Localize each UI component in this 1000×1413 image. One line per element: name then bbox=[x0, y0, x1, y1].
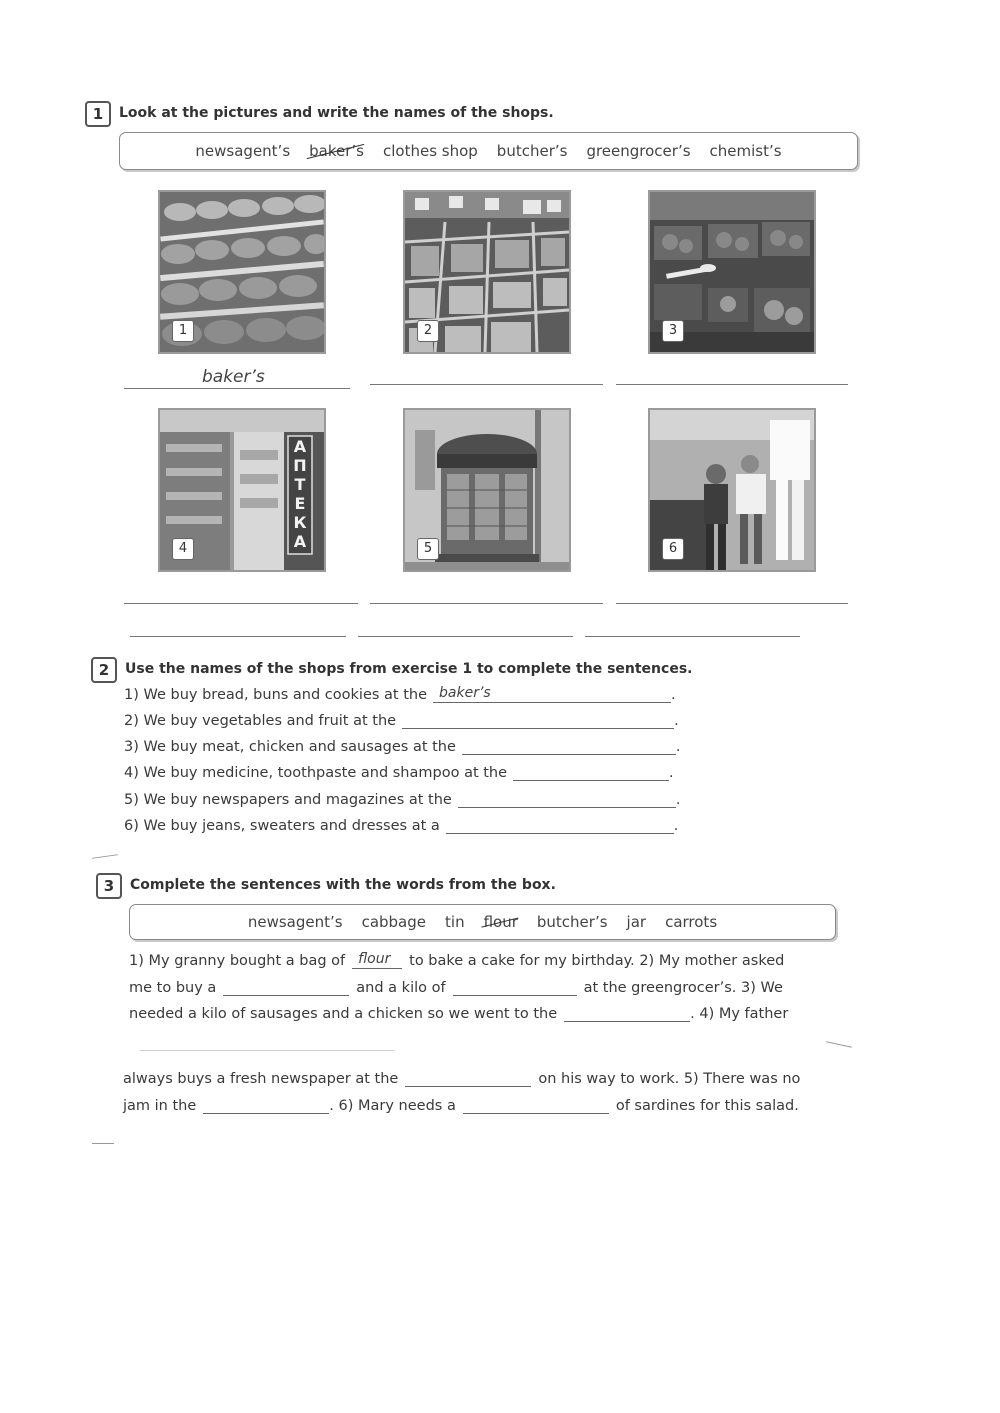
exercise-3-blank-3[interactable] bbox=[453, 979, 577, 996]
exercise-3-line-4: always buys a fresh newspaper at the on his way to work. 5) There was no bbox=[123, 1071, 801, 1087]
picture-3-butcher bbox=[648, 190, 816, 354]
picture-1-number: 1 bbox=[172, 320, 194, 342]
exercise-1-word-box bbox=[119, 132, 858, 170]
exercise-2-sentence-4: 4) We buy medicine, toothpaste and shampoo at the . bbox=[124, 765, 674, 781]
exercise-3-word-4: flour bbox=[483, 913, 518, 931]
exercise-2-instruction: Use the names of the shops from exercise 1 to complete the sentences. bbox=[125, 661, 693, 677]
picture-6-clothes-shop bbox=[648, 408, 816, 572]
exercise-1-word-5: greengrocer’s bbox=[586, 142, 691, 160]
picture-4-number: 4 bbox=[172, 538, 194, 560]
exercise-1-word-6: chemist’s bbox=[709, 142, 782, 160]
exercise-3-blank-5[interactable] bbox=[405, 1070, 531, 1087]
answer-line-3[interactable] bbox=[616, 384, 848, 385]
exercise-3-line-5: jam in the . 6) Mary needs a of sardines for this salad. bbox=[123, 1098, 799, 1114]
answer-line-6[interactable] bbox=[616, 603, 848, 604]
exercise-3-line-3: needed a kilo of sausages and a chicken so we went to the . 4) My father bbox=[129, 1006, 789, 1022]
answer-line-2[interactable] bbox=[370, 384, 603, 385]
exercise-2-blank-5[interactable] bbox=[458, 791, 676, 808]
exercise-2-sentence-1: 1) We buy bread, buns and cookies at the baker’s . bbox=[124, 685, 676, 703]
picture-4-chemist bbox=[158, 408, 326, 572]
exercise-2-blank-2[interactable] bbox=[402, 712, 674, 729]
answer-line-4[interactable] bbox=[124, 603, 358, 604]
exercise-3-word-6: jar bbox=[626, 913, 647, 931]
exercise-1-word-3: clothes shop bbox=[382, 142, 478, 160]
exercise-3-line-2: me to buy a and a kilo of at the greengrocer’s. 3) We bbox=[129, 980, 783, 996]
exercise-3-blank-2[interactable] bbox=[223, 979, 349, 996]
stray-mark-3 bbox=[92, 1143, 114, 1144]
picture-2-number: 2 bbox=[417, 320, 439, 342]
exercise-2-blank-3[interactable] bbox=[462, 738, 676, 755]
exercise-3-blank-1[interactable]: flour bbox=[352, 952, 402, 969]
exercise-3-word-box bbox=[129, 904, 836, 940]
sign-letter-3: Т bbox=[294, 475, 306, 494]
answer-line-1[interactable] bbox=[124, 388, 350, 389]
picture-2-greengrocer bbox=[403, 190, 571, 354]
exercise-3-word-3: tin bbox=[445, 913, 465, 931]
picture-6-number: 6 bbox=[662, 538, 684, 560]
sign-letter-5: К bbox=[293, 513, 307, 532]
exercise-3-number: 3 bbox=[96, 873, 122, 899]
picture-1-bakery bbox=[158, 190, 326, 354]
exercise-3-line-1: 1) My granny bought a bag of flour to bake a cake for my birthday. 2) My mother asked bbox=[129, 951, 785, 969]
picture-5-number: 5 bbox=[417, 538, 439, 560]
exercise-2-sentence-6: 6) We buy jeans, sweaters and dresses at a . bbox=[124, 818, 679, 834]
stray-mark-2 bbox=[826, 1041, 852, 1047]
exercise-3-word-7: carrots bbox=[665, 913, 718, 931]
extra-line-2[interactable] bbox=[358, 636, 573, 637]
exercise-3-word-5: butcher’s bbox=[536, 913, 608, 931]
sign-letter-1: А bbox=[293, 437, 307, 456]
exercise-3-blank-7[interactable] bbox=[463, 1097, 609, 1114]
exercise-3-instruction: Complete the sentences with the words from the box. bbox=[130, 877, 556, 893]
apteka-sign bbox=[290, 438, 310, 550]
exercise-1-word-1: newsagent’s bbox=[195, 142, 291, 160]
faint-line bbox=[140, 1050, 394, 1051]
exercise-2-sentence-5: 5) We buy newspapers and magazines at the . bbox=[124, 792, 681, 808]
sign-letter-2: П bbox=[293, 456, 307, 475]
exercise-2-sentence-3: 3) We buy meat, chicken and sausages at the . bbox=[124, 739, 681, 755]
answer-line-5[interactable] bbox=[370, 603, 603, 604]
extra-line-1[interactable] bbox=[130, 636, 346, 637]
answer-1-example: baker’s bbox=[202, 367, 265, 387]
exercise-1-word-2: baker’s bbox=[309, 142, 364, 160]
exercise-3-blank-4[interactable] bbox=[564, 1005, 690, 1022]
exercise-3-word-2: cabbage bbox=[361, 913, 427, 931]
extra-line-3[interactable] bbox=[585, 636, 800, 637]
exercise-2-number: 2 bbox=[91, 657, 117, 683]
exercise-2-sentence-2: 2) We buy vegetables and fruit at the . bbox=[124, 713, 679, 729]
exercise-2-blank-1[interactable]: baker’s bbox=[433, 686, 671, 703]
exercise-2-blank-4[interactable] bbox=[513, 764, 669, 781]
picture-5-newsagent bbox=[403, 408, 571, 572]
exercise-1-instruction: Look at the pictures and write the names of the shops. bbox=[119, 105, 554, 121]
exercise-1-word-list bbox=[120, 133, 857, 169]
picture-3-number: 3 bbox=[662, 320, 684, 342]
stray-mark bbox=[92, 854, 118, 859]
exercise-1-number: 1 bbox=[85, 101, 111, 127]
exercise-3-blank-6[interactable] bbox=[203, 1097, 329, 1114]
exercise-2-blank-6[interactable] bbox=[446, 817, 674, 834]
sign-letter-4: Е bbox=[294, 494, 306, 513]
exercise-1-word-4: butcher’s bbox=[496, 142, 568, 160]
exercise-3-word-1: newsagent’s bbox=[247, 913, 343, 931]
sign-letter-6: А bbox=[293, 532, 307, 551]
exercise-3-word-list bbox=[130, 905, 835, 939]
